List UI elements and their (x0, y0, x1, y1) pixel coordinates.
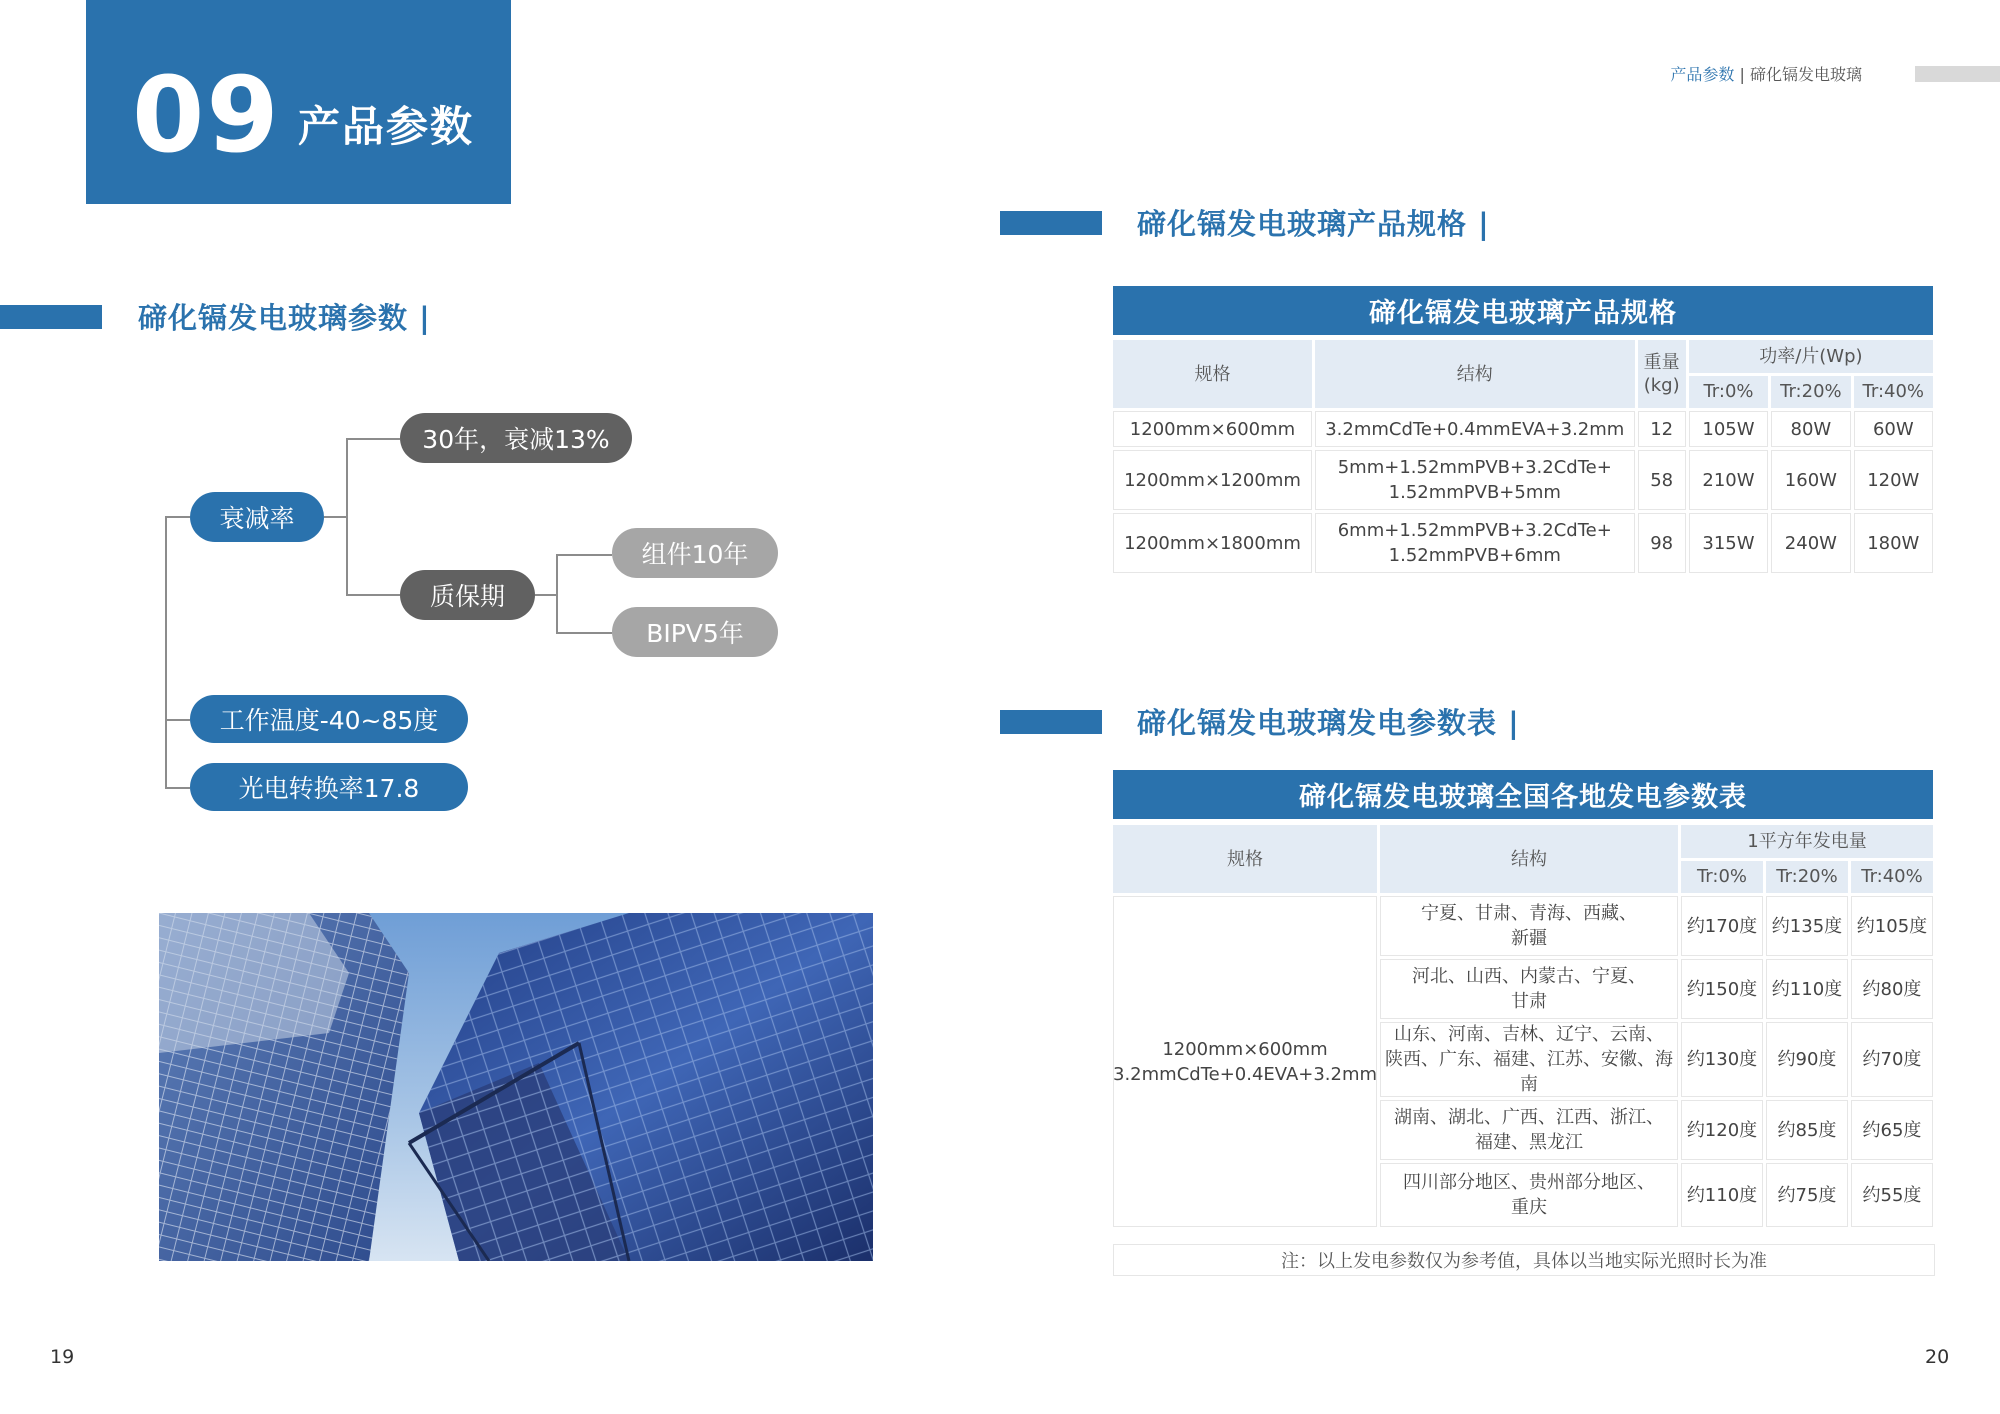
mindmap-connector (165, 719, 190, 721)
gen-spec-line1: 1200mm×600mm (1162, 1038, 1328, 1060)
spec-cell (1315, 450, 1635, 510)
gen-value-cell: 约120度 (1681, 1100, 1763, 1160)
region-line2: 新疆 (1511, 928, 1548, 949)
region-line2: 重庆 (1511, 1197, 1548, 1218)
gen-region-cell (1380, 1022, 1678, 1097)
spec-structure-line1: 5mm+1.52mmPVB+3.2CdTe+ (1337, 457, 1612, 478)
spec-cell: 58 (1638, 450, 1686, 510)
region-line1: 宁夏、甘肃、青海、西藏、 (1421, 903, 1638, 924)
spec-cell: 12 (1638, 411, 1686, 447)
spec-table-title: 碲化镉发电玻璃产品规格 (1113, 286, 1933, 335)
spec-header-power: 功率/片(Wp) (1689, 340, 1933, 373)
breadcrumb-rest: 碲化镉发电玻璃 (1749, 65, 1862, 84)
mindmap-connector (346, 438, 400, 440)
gen-value-cell: 约80度 (1851, 959, 1933, 1019)
gen-region-cell (1380, 896, 1678, 956)
gen-value-cell: 约110度 (1681, 1163, 1763, 1227)
spec-header-structure: 结构 (1315, 340, 1635, 408)
mindmap-connector (165, 516, 167, 789)
pill-temperature: 工作温度-40~85度 (190, 695, 468, 743)
gen-region-cell (1380, 959, 1678, 1019)
mindmap-connector (535, 594, 557, 596)
spec-header-tr20: Tr:20% (1771, 376, 1850, 409)
gen-spec-cell (1113, 896, 1377, 1227)
spec-table (1110, 337, 1936, 576)
spec-cell: 180W (1854, 513, 1933, 573)
mindmap-connector (165, 516, 190, 518)
generation-table (1110, 822, 1936, 1230)
header-decor-bar (1915, 66, 2000, 82)
breadcrumb-accent: 产品参数 (1670, 65, 1735, 84)
spec-header-weight (1638, 340, 1686, 408)
gen-value-cell: 约135度 (1766, 896, 1848, 956)
pill-efficiency: 光电转换率17.8 (190, 763, 468, 811)
region-line1: 四川部分地区、贵州部分地区、 (1403, 1172, 1656, 1193)
section-title-spec: 碲化镉发电玻璃产品规格 | (1137, 207, 1490, 241)
gen-value-cell: 约110度 (1766, 959, 1848, 1019)
mindmap-connector (346, 438, 348, 596)
mindmap-connector (165, 787, 190, 789)
region-line1: 湖南、湖北、广西、江西、浙江、 (1394, 1107, 1665, 1128)
gen-value-cell: 约85度 (1766, 1100, 1848, 1160)
spec-structure-line2: 1.52mmPVB+6mm (1388, 545, 1561, 566)
mindmap-connector (556, 632, 612, 634)
spec-header-weight-line2: (kg) (1643, 375, 1680, 396)
table-row (1113, 896, 1933, 956)
gen-spec-line2: 3.2mmCdTe+0.4EVA+3.2mm (1113, 1063, 1378, 1085)
gen-value-cell: 约105度 (1851, 896, 1933, 956)
gen-region-cell (1380, 1163, 1678, 1227)
region-line1: 河北、山西、内蒙古、宁夏、 (1412, 966, 1647, 987)
pill-warranty-module: 组件10年 (612, 528, 778, 578)
gen-region-cell (1380, 1100, 1678, 1160)
mindmap-connector (346, 594, 400, 596)
spec-cell: 160W (1771, 450, 1850, 510)
spec-cell: 1200mm×600mm (1113, 411, 1312, 447)
gen-value-cell: 约150度 (1681, 959, 1763, 1019)
table-row (1113, 513, 1933, 573)
spec-cell: 1200mm×1800mm (1113, 513, 1312, 573)
gen-value-cell: 约170度 (1681, 896, 1763, 956)
section-title-params: 碲化镉发电玻璃参数 | (138, 301, 431, 335)
chapter-title: 产品参数 (298, 102, 475, 151)
section-bar (1000, 211, 1102, 235)
spec-cell: 210W (1689, 450, 1768, 510)
pill-warranty-bipv: BIPV5年 (612, 607, 778, 657)
spec-header-spec: 规格 (1113, 340, 1312, 408)
gen-header-spec: 规格 (1113, 825, 1377, 893)
table-row (1113, 450, 1933, 510)
breadcrumb-separator: | (1739, 65, 1745, 84)
gen-value-cell: 约55度 (1851, 1163, 1933, 1227)
spec-header-tr40: Tr:40% (1854, 376, 1933, 409)
gen-value-cell: 约70度 (1851, 1022, 1933, 1097)
table-row (1113, 411, 1933, 447)
spec-header-tr0: Tr:0% (1689, 376, 1768, 409)
gen-value-cell: 约90度 (1766, 1022, 1848, 1097)
spec-cell: 240W (1771, 513, 1850, 573)
spec-cell: 315W (1689, 513, 1768, 573)
mindmap-connector (556, 554, 558, 634)
spec-cell: 98 (1638, 513, 1686, 573)
spec-cell: 105W (1689, 411, 1768, 447)
section-bar (1000, 710, 1102, 734)
spec-cell: 80W (1771, 411, 1850, 447)
spec-cell: 3.2mmCdTe+0.4mmEVA+3.2mm (1315, 411, 1635, 447)
mindmap-connector (324, 516, 346, 518)
gen-table-title: 碲化镉发电玻璃全国各地发电参数表 (1113, 770, 1933, 819)
pill-warranty: 质保期 (400, 570, 535, 620)
spec-cell: 120W (1854, 450, 1933, 510)
gen-value-cell: 约75度 (1766, 1163, 1848, 1227)
pill-decay-value: 30年，衰减13% (400, 413, 632, 463)
gen-header-annual: 1平方年发电量 (1681, 825, 1933, 858)
building-photo (159, 913, 873, 1261)
region-line2: 陕西、广东、福建、江苏、安徽、海南 (1385, 1049, 1674, 1095)
gen-header-tr20: Tr:20% (1766, 861, 1848, 894)
page-number-right: 20 (1925, 1346, 1950, 1368)
mindmap-connector (556, 554, 612, 556)
breadcrumb (1670, 62, 1862, 85)
page-number-left: 19 (50, 1346, 75, 1368)
gen-value-cell: 约130度 (1681, 1022, 1763, 1097)
gen-header-structure: 结构 (1380, 825, 1678, 893)
gen-header-tr40: Tr:40% (1851, 861, 1933, 894)
chapter-number: 09 (132, 54, 281, 176)
gen-value-cell: 约65度 (1851, 1100, 1933, 1160)
gen-header-tr0: Tr:0% (1681, 861, 1763, 894)
pill-decay-rate: 衰减率 (190, 492, 324, 542)
region-line1: 山东、河南、吉林、辽宁、云南、 (1394, 1024, 1665, 1045)
spec-structure-line2: 1.52mmPVB+5mm (1388, 482, 1561, 503)
spec-cell: 1200mm×1200mm (1113, 450, 1312, 510)
section-bar (0, 305, 102, 329)
spec-cell (1315, 513, 1635, 573)
spec-structure-line1: 6mm+1.52mmPVB+3.2CdTe+ (1337, 520, 1612, 541)
section-title-generation: 碲化镉发电玻璃发电参数表 | (1137, 706, 1520, 740)
region-line2: 甘肃 (1511, 991, 1548, 1012)
spec-cell: 60W (1854, 411, 1933, 447)
region-line2: 福建、黑龙江 (1475, 1132, 1584, 1153)
table-note: 注：以上发电参数仅为参考值，具体以当地实际光照时长为准 (1113, 1244, 1935, 1276)
spec-header-weight-line1: 重量 (1643, 352, 1680, 373)
